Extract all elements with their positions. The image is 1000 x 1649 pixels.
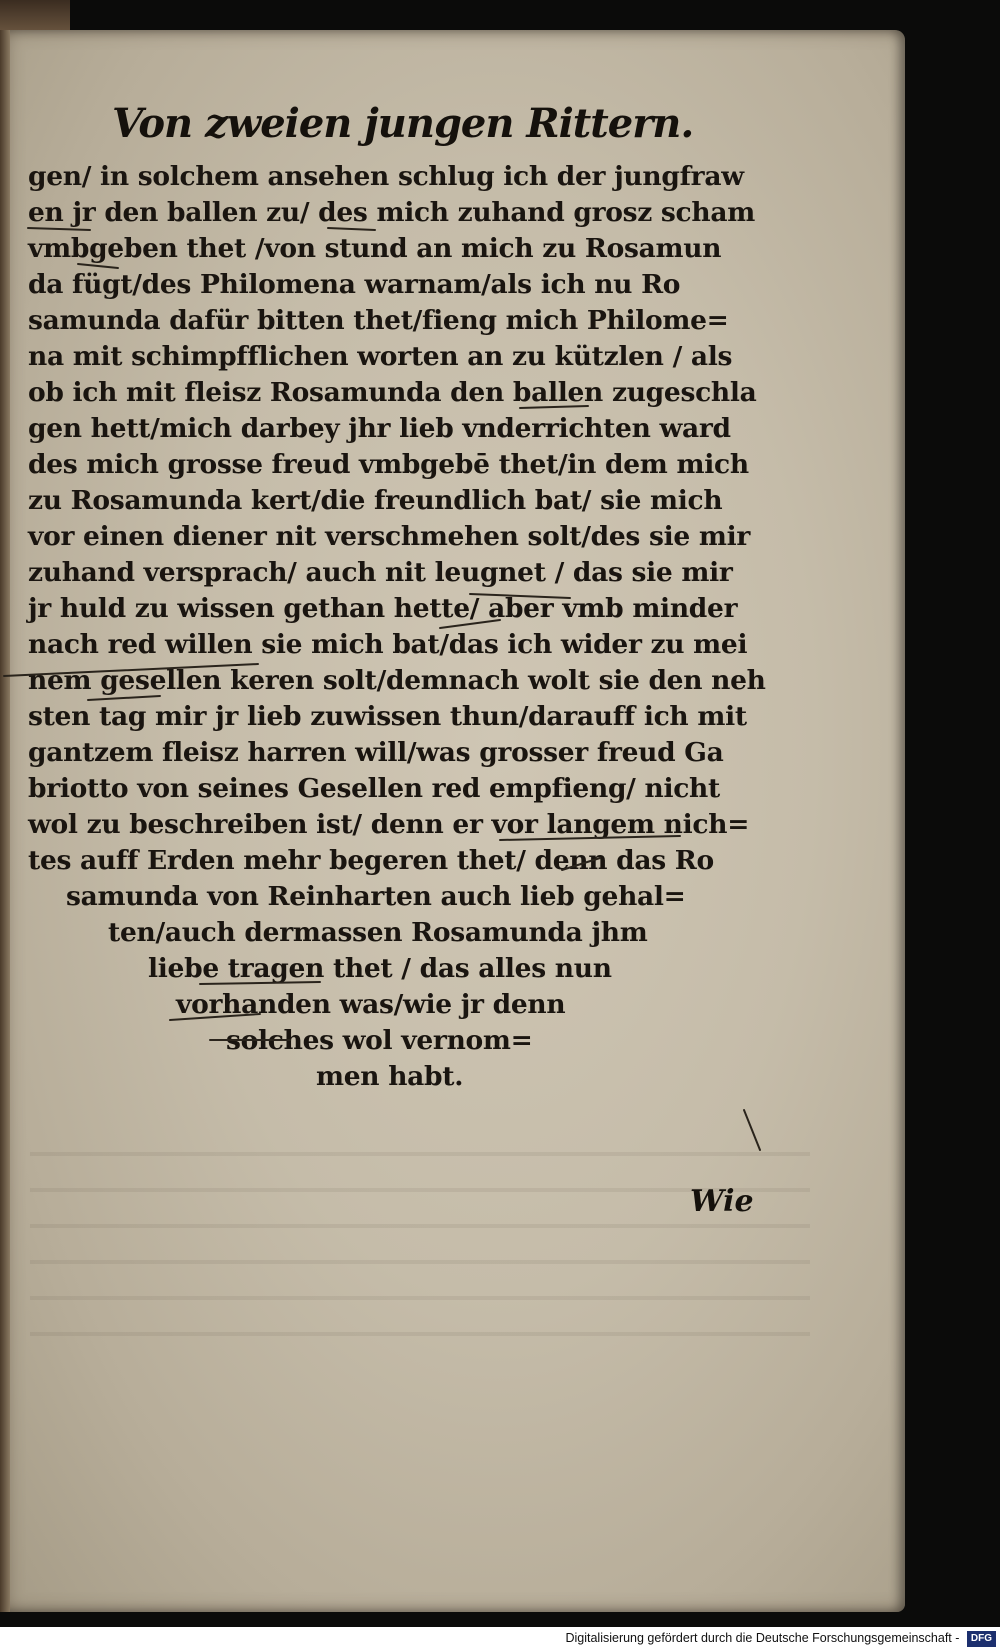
text-line: en jr den ballen zu/ des mich zuhand grosz scham bbox=[28, 197, 755, 228]
catchword: Wie bbox=[690, 1184, 754, 1219]
text-line: gantzem fleisz harren will/was grosser freud Ga bbox=[28, 737, 724, 768]
underline-mark bbox=[170, 1014, 260, 1020]
underline-mark bbox=[520, 406, 588, 408]
text-line: nach red willen sie mich bat/das ich wider zu mei bbox=[28, 629, 748, 660]
text-line: briotto von seines Gesellen red empfieng/ nicht bbox=[28, 773, 720, 804]
text-line: wol zu beschreiben ist/ denn er vor langem nich= bbox=[28, 809, 750, 840]
text-line: sten tag mir jr lieb zuwissen thun/darauff ich mit bbox=[28, 701, 747, 732]
underline-mark bbox=[328, 228, 375, 230]
underline-mark bbox=[28, 228, 90, 230]
paper-crease-mark bbox=[744, 1110, 760, 1150]
underline-mark bbox=[470, 594, 570, 598]
text-line: ten/auch dermassen Rosamunda jhm bbox=[108, 917, 648, 948]
text-line: vmbgeben thet /von stund an mich zu Rosamun bbox=[28, 233, 722, 264]
text-line: men habt. bbox=[316, 1061, 464, 1092]
text-line: des mich grosse freud vmbgebē thet/in dem mich bbox=[28, 449, 749, 480]
underline-mark bbox=[200, 982, 320, 984]
underline-mark bbox=[440, 620, 500, 628]
text-line: gen/ in solchem ansehen schlug ich der jungfraw bbox=[28, 161, 744, 192]
underline-mark bbox=[562, 858, 600, 870]
text-line: samunda dafür bitten thet/fieng mich Philome= bbox=[28, 305, 729, 336]
text-line: tes auff Erden mehr begeren thet/ denn das Ro bbox=[28, 845, 714, 876]
text-line: solches wol vernom= bbox=[226, 1025, 533, 1056]
text-line: na mit schimpfflichen worten an zu kützlen / als bbox=[28, 341, 733, 372]
credit-text: Digitalisierung gefördert durch die Deutsche Forschungsgemeinschaft - bbox=[565, 1631, 960, 1645]
text-line: vorhanden was/wie jr denn bbox=[176, 989, 566, 1020]
text-line: zuhand versprach/ auch nit leugnet / das sie mir bbox=[28, 557, 733, 588]
running-head: Von zweien jungen Rittern. bbox=[112, 100, 694, 147]
dfg-logo: DFG bbox=[967, 1631, 996, 1647]
text-line: nem gesellen keren solt/demnach wolt sie den neh bbox=[28, 665, 766, 696]
credit-bar bbox=[0, 1627, 1000, 1649]
text-line: samunda von Reinharten auch lieb gehal= bbox=[66, 881, 686, 912]
text-line: zu Rosamunda kert/die freundlich bat/ sie mich bbox=[28, 485, 723, 516]
text-line: vor einen diener nit verschmehen solt/des sie mir bbox=[28, 521, 750, 552]
text-line: jr huld zu wissen gethan hette/ aber vmb minder bbox=[28, 593, 738, 624]
text-line: gen hett/mich darbey jhr lieb vnderrichten ward bbox=[28, 413, 731, 444]
underline-mark bbox=[500, 836, 680, 840]
text-line: liebe tragen thet / das alles nun bbox=[148, 953, 612, 984]
underline-mark bbox=[78, 264, 118, 268]
underline-mark bbox=[4, 664, 258, 676]
text-line: ob ich mit fleisz Rosamunda den ballen zugeschla bbox=[28, 377, 757, 408]
underline-mark bbox=[88, 696, 160, 700]
text-line: da fügt/des Philomena warnam/als ich nu Ro bbox=[28, 269, 681, 300]
